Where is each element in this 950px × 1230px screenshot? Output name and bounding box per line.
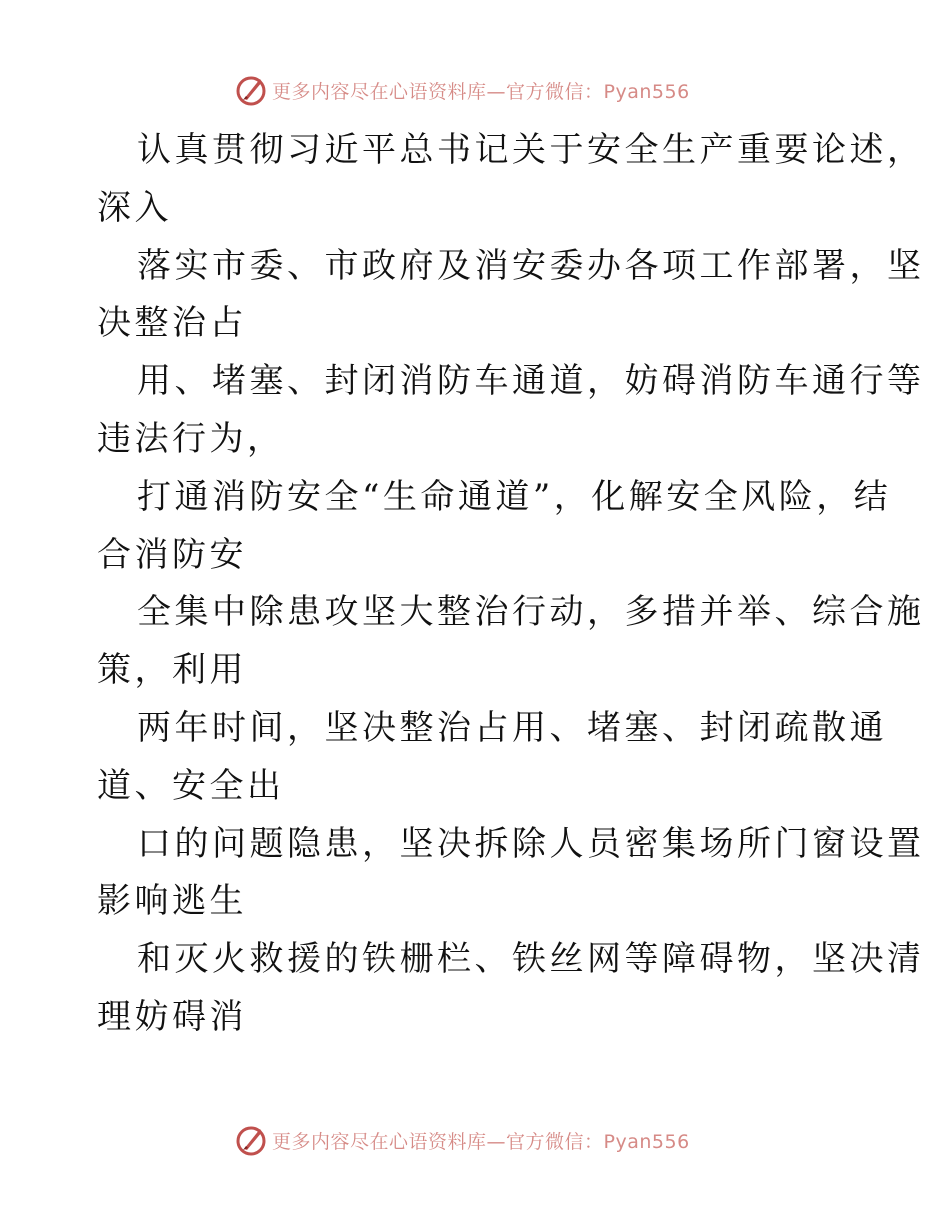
paragraph-line: 影响逃生 [97,881,247,922]
paragraph-line: 违法行为， [97,418,285,459]
watermark-text: 更多内容尽在心语资料库—官方微信：Pyan556 [272,80,690,103]
paragraph [97,700,887,816]
paragraph [97,816,925,932]
paragraph-line: 两年时间，坚决整治占用、堵塞、封闭疏散通 [137,707,887,748]
paragraph [97,931,925,1047]
watermark-text: 更多内容尽在心语资料库—官方微信：Pyan556 [272,1130,690,1153]
document-body [97,122,925,1047]
paragraph-line: 打通消防安全“生命通道”，化解安全风险，结 [137,476,892,517]
paragraph-line: 口的问题隐患，坚决拆除人员密集场所门窗设置 [137,823,925,864]
paragraph-line: 策，利用 [97,650,247,691]
paragraph-line: 深入 [97,187,172,228]
paragraph [97,238,925,354]
paragraph-line: 决整治占 [97,303,247,344]
paragraph-line: 合消防安 [97,534,247,575]
footer-watermark [234,1123,690,1157]
quill-logo-icon [234,1123,268,1157]
quill-logo-icon [234,73,268,107]
paragraph-line: 道、安全出 [97,765,285,806]
paragraph-line: 落实市委、市政府及消安委办各项工作部署，坚 [137,245,925,286]
paragraph [97,584,925,700]
header-watermark [234,73,690,107]
paragraph [97,353,925,469]
paragraph-line: 全集中除患攻坚大整治行动，多措并举、综合施 [137,592,925,633]
paragraph-line: 认真贯彻习近平总书记关于安全生产重要论述， [137,130,925,170]
paragraph-line: 理妨碍消 [97,996,247,1037]
paragraph-line: 和灭火救援的铁栅栏、铁丝网等障碍物，坚决清 [137,939,925,980]
paragraph [97,469,892,585]
paragraph [97,122,925,238]
paragraph-line: 用、堵塞、封闭消防车通道，妨碍消防车通行等 [137,361,925,402]
